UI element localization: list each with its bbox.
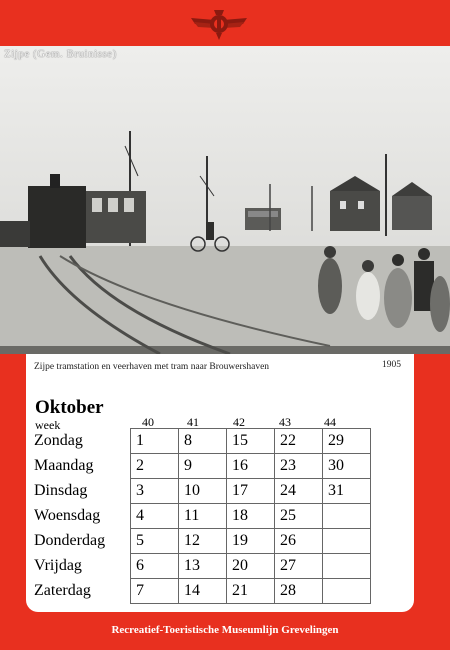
date-cell: 14 — [179, 579, 227, 604]
calendar-row — [31, 504, 371, 529]
date-cell: 30 — [323, 454, 371, 479]
week-number: 42 — [233, 415, 245, 429]
date-cell — [323, 554, 371, 579]
historic-photo — [0, 46, 450, 354]
month-title: Oktober — [35, 397, 104, 418]
photo-caption: Zijpe tramstation en veerhaven met tram naar Brouwershaven — [34, 362, 270, 372]
date-cell: 22 — [275, 429, 323, 454]
calendar-row — [31, 429, 371, 454]
date-cell: 23 — [275, 454, 323, 479]
weekday-label: Zondag — [34, 432, 83, 449]
week-number: 41 — [187, 415, 199, 429]
date-cell: 25 — [275, 504, 323, 529]
weekday-label: Dinsdag — [34, 482, 88, 499]
date-cell: 17 — [227, 479, 275, 504]
date-cell: 4 — [131, 504, 179, 529]
date-cell: 11 — [179, 504, 227, 529]
calendar-grid — [31, 428, 371, 604]
date-cell: 7 — [131, 579, 179, 604]
weekday-label: Maandag — [34, 457, 94, 474]
date-cell — [323, 504, 371, 529]
date-cell: 3 — [131, 479, 179, 504]
footer-title: Recreatief-Toeristische Museumlijn Grevelingen — [111, 624, 339, 636]
date-cell — [323, 529, 371, 554]
date-cell — [323, 579, 371, 604]
date-cell: 10 — [179, 479, 227, 504]
calendar-row — [31, 529, 371, 554]
week-label: week — [35, 418, 61, 432]
weekday-label: Woensdag — [34, 507, 101, 524]
date-cell: 5 — [131, 529, 179, 554]
date-cell: 2 — [131, 454, 179, 479]
date-cell: 9 — [179, 454, 227, 479]
date-cell: 27 — [275, 554, 323, 579]
winged-wheel-logo — [189, 6, 249, 42]
photo-year: 1905 — [382, 360, 401, 370]
calendar-row — [31, 479, 371, 504]
date-cell: 15 — [227, 429, 275, 454]
date-cell: 19 — [227, 529, 275, 554]
weekday-label: Zaterdag — [34, 582, 91, 599]
date-cell: 6 — [131, 554, 179, 579]
photo-location-label: Zijpe (Gem. Bruinisse) — [4, 48, 117, 60]
date-cell: 1 — [131, 429, 179, 454]
date-cell: 8 — [179, 429, 227, 454]
week-number: 40 — [142, 415, 154, 429]
date-cell: 18 — [227, 504, 275, 529]
date-cell: 21 — [227, 579, 275, 604]
week-number: 44 — [324, 415, 336, 429]
date-cell: 12 — [179, 529, 227, 554]
date-cell: 31 — [323, 479, 371, 504]
week-number: 43 — [279, 415, 291, 429]
weekday-label: Vrijdag — [34, 557, 82, 574]
calendar-row — [31, 454, 371, 479]
date-cell: 13 — [179, 554, 227, 579]
date-cell: 29 — [323, 429, 371, 454]
weekday-label: Donderdag — [34, 532, 106, 549]
date-cell: 24 — [275, 479, 323, 504]
calendar-row — [31, 554, 371, 579]
date-cell: 20 — [227, 554, 275, 579]
date-cell: 28 — [275, 579, 323, 604]
date-cell: 16 — [227, 454, 275, 479]
calendar-row — [31, 579, 371, 604]
date-cell: 26 — [275, 529, 323, 554]
